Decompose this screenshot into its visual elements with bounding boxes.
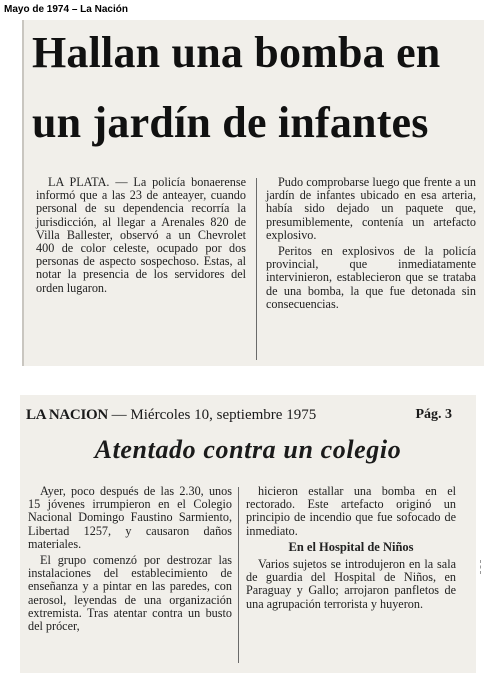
- masthead: [26, 407, 466, 424]
- subheading: En el Hospital de Niños: [288, 539, 414, 554]
- clipping-2-headline: Atentado contra un colegio: [94, 435, 402, 464]
- paragraph: Peritos en explosivos de la policía provincial, que inmediatamente intervinieron, establecieron que se trataba de una bomba, la que fue detonada sin consecuencias.: [266, 244, 476, 311]
- column-divider: [256, 178, 257, 360]
- clipping-1-left-column: [36, 176, 246, 298]
- paragraph: Ayer, poco después de las 2.30, unos 15 jóvenes irrumpieron en el Colegio Nacional Domingo Faustino Sarmiento, Libertad 1257, y causaron daños materiales.: [28, 484, 232, 551]
- paragraph: El grupo comenzó por destrozar las instalaciones del establecimiento de enseñanza y a pintar en las paredes, con aerosol, leyendas de una organización extremista. Tras atentar contra un busto del prócer,: [28, 553, 232, 634]
- masthead-date: — Miércoles 10, septiembre 1975: [111, 407, 317, 423]
- page-number: Pág. 3: [415, 407, 452, 422]
- column-divider: [238, 487, 239, 663]
- paragraph: LA PLATA. — La policía bonaerense informó que a las 23 de anteayer, cuando personal de su dependencia recorría la jurisdicción, al llegar a Arenales 820 de Villa Ballester, observó a un Chevrolet 400 de color celeste, ocupado por dos personas de aspecto sospechoso. Estas, al notar la presencia de los servidores del orden lugaron.: [36, 175, 246, 295]
- paragraph: hicieron estallar una bomba en el rectorado. Este artefacto originó un principio de incendio que fue sofocado de inmediato.: [246, 484, 456, 538]
- paragraph: Varios sujetos se introdujeron en la sala de guardia del Hospital de Niños, en Paraguay y Gallo; arrojaron panfletos de una agrupación terrorista y huyeron.: [246, 557, 456, 611]
- paragraph: Pudo comprobarse luego que frente a un jardín de infantes ubicado en esa arteria, había sido dejado un paquete que, presumiblemente, contenía un artefacto explosivo.: [266, 175, 476, 242]
- newspaper-clipping-1975: [20, 395, 476, 673]
- clipping-2-left-column: [28, 485, 232, 636]
- clipping-1-right-column: [266, 176, 476, 314]
- masthead-brand: LA NACION: [26, 407, 108, 423]
- clipping-2-right-column: [246, 485, 456, 614]
- newspaper-clipping-1974: [22, 20, 484, 366]
- page-caption: Mayo de 1974 – La Nación: [4, 4, 128, 15]
- scan-edge-mark: [480, 560, 491, 574]
- clipping-1-headline-line-1: Hallan una bomba en: [32, 28, 441, 77]
- clipping-1-headline-line-2: un jardín de infantes: [32, 98, 429, 147]
